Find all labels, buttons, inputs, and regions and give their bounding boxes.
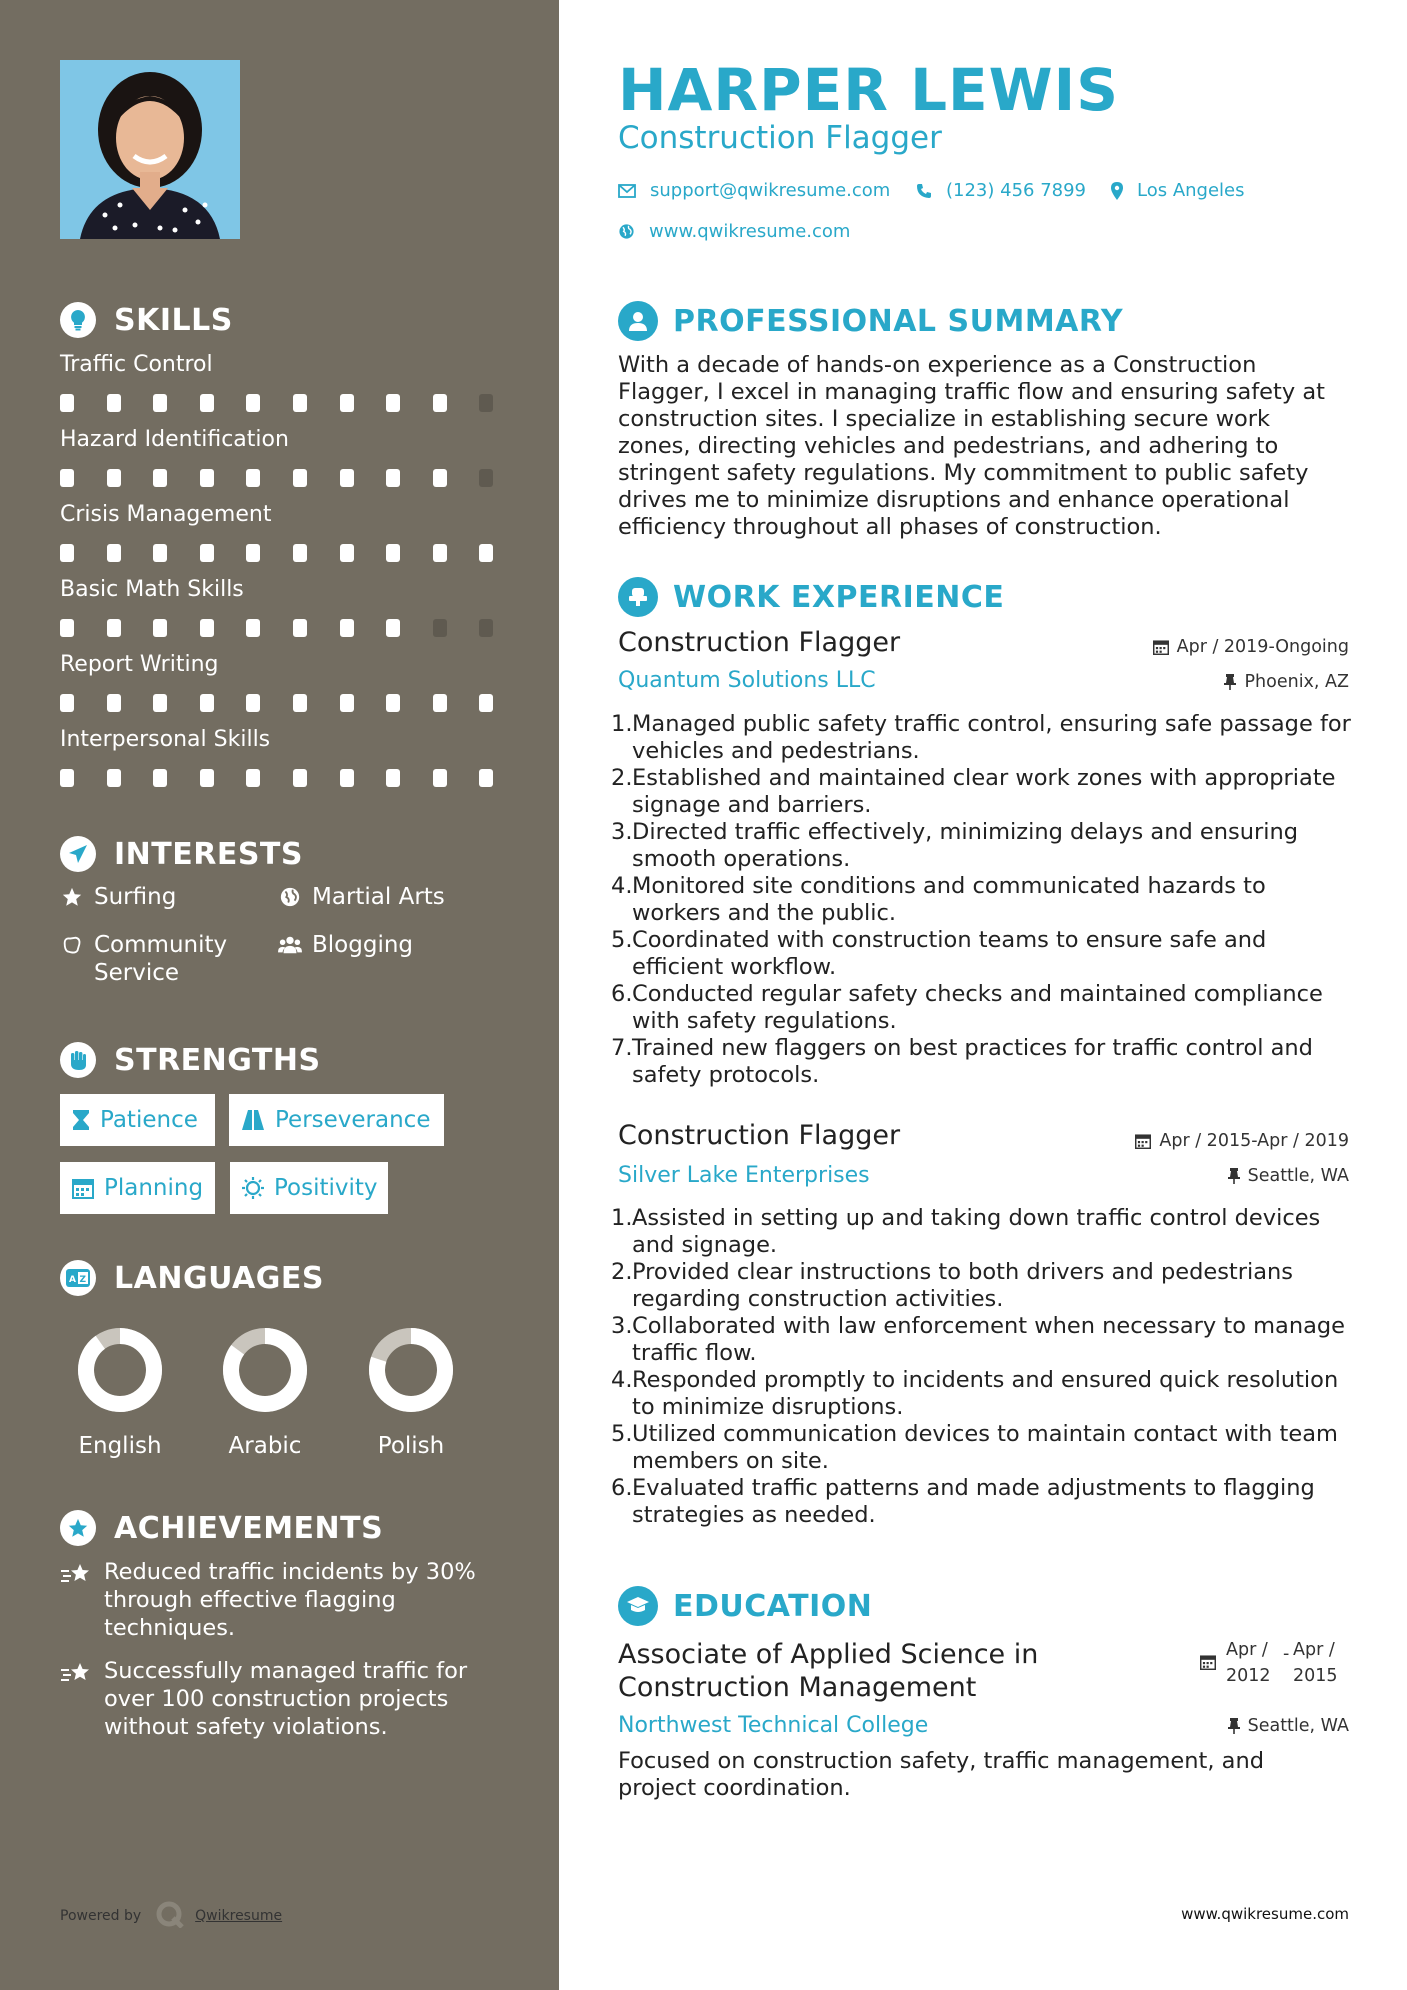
experience-heading: [618, 577, 1004, 617]
bullet-text: Monitored site conditions and communicated hazards to workers and the public.: [632, 873, 1266, 926]
skill-dot: [107, 469, 121, 487]
pushpin-icon: [1228, 1168, 1240, 1184]
sidebar: [0, 0, 559, 1990]
skill-dot: [479, 544, 493, 562]
language-polish: [351, 1325, 471, 1459]
skill-dot: [433, 544, 447, 562]
bullet-number: 4.: [611, 1367, 633, 1393]
bullet-number: 3.: [611, 819, 633, 845]
interest-item: Community Service: [60, 931, 260, 987]
profile-photo: [60, 60, 240, 239]
bullet-number: 1.: [611, 1205, 633, 1231]
bullet-item: [611, 1367, 1356, 1421]
interests-heading: [60, 834, 303, 874]
person-name: HARPER LEWIS: [618, 56, 1119, 124]
bullet-item: [611, 819, 1356, 873]
skill-dot: [200, 394, 214, 412]
bullet-text: Utilized communication devices to maintain contact with team members on site.: [632, 1421, 1338, 1474]
hourglass-icon: [72, 1109, 90, 1131]
contact-location: Los Angeles: [1111, 180, 1245, 201]
strength-tag: Perseverance: [229, 1094, 444, 1146]
skill-dot: [200, 619, 214, 637]
skill-dot: [153, 544, 167, 562]
experience-title: WORK EXPERIENCE: [673, 579, 1005, 615]
bullet-text: Managed public safety traffic control, ensuring safe passage for vehicles and pedestrians.: [632, 711, 1351, 764]
skill-row: [60, 577, 500, 607]
education-text: Focused on construction safety, traffic management, and project coordination.: [618, 1748, 1264, 1801]
skill-dot: [107, 694, 121, 712]
contact-phone[interactable]: (123) 456 7899: [916, 180, 1086, 201]
skill-dot: [340, 619, 354, 637]
skill-dot: [107, 544, 121, 562]
language-label: Polish: [377, 1433, 445, 1459]
bullet-item: [611, 981, 1356, 1035]
bullet-item: [611, 1421, 1356, 1475]
qwikresume-link[interactable]: Qwikresume: [195, 1908, 283, 1924]
skill-dot: [386, 394, 400, 412]
main-content: [559, 0, 1407, 1990]
skill-dot: [153, 694, 167, 712]
skill-dot: [479, 619, 493, 637]
job-bullets: [611, 711, 1356, 1089]
education-location: Seattle, WA: [1228, 1716, 1349, 1736]
briefcase-icon: [618, 577, 658, 617]
bullet-item: [611, 1035, 1356, 1089]
bullet-text: Established and maintained clear work zones with appropriate signage and barriers.: [632, 765, 1336, 818]
skill-name: Hazard Identification: [60, 427, 289, 452]
skill-dot: [340, 394, 354, 412]
language-english: [60, 1325, 180, 1459]
phone-icon: [916, 183, 932, 199]
bullet-number: 2.: [611, 1259, 633, 1285]
education-dates: Apr / 2012 - Apr / 2015: [1200, 1640, 1360, 1692]
education-title: EDUCATION: [673, 1588, 873, 1624]
bullet-text: Collaborated with law enforcement when necessary to manage traffic flow.: [632, 1313, 1345, 1366]
skill-dot: [386, 469, 400, 487]
pushpin-icon: [1228, 1718, 1240, 1734]
lightbulb-icon: [60, 302, 96, 338]
bullet-text: Directed traffic effectively, minimizing delays and ensuring smooth operations.: [632, 819, 1299, 872]
skill-dot: [293, 469, 307, 487]
bullet-number: 1.: [611, 711, 633, 737]
contact-email[interactable]: support@qwikresume.com: [618, 180, 890, 201]
bullet-item: [611, 711, 1356, 765]
achievements-heading: [60, 1508, 383, 1548]
language-ring: [366, 1325, 456, 1415]
trophy-star-icon: [60, 1510, 96, 1546]
bullet-number: 6.: [611, 1475, 633, 1501]
skill-dot: [433, 469, 447, 487]
job-dates: Apr / 2015-Apr / 2019: [1135, 1131, 1349, 1151]
skill-dot: [340, 694, 354, 712]
bullet-item: [611, 873, 1356, 927]
skill-name: Report Writing: [60, 652, 219, 677]
education-heading: [618, 1586, 872, 1626]
job-company: Quantum Solutions LLC: [618, 668, 876, 693]
bullet-number: 5.: [611, 927, 633, 953]
qwikresume-logo-icon: [155, 1900, 185, 1932]
paper-plane-icon: [60, 836, 96, 872]
skill-dot: [386, 694, 400, 712]
skill-dot: [340, 769, 354, 787]
skill-dot: [153, 469, 167, 487]
bullet-number: 4.: [611, 873, 633, 899]
skill-dot: [60, 394, 74, 412]
language-ring: [220, 1325, 310, 1415]
skill-dot: [246, 694, 260, 712]
strengths-heading: [60, 1040, 321, 1080]
bullet-text: Coordinated with construction teams to ensure safe and efficient workflow.: [632, 927, 1267, 980]
interest-item: Martial Arts: [278, 883, 445, 911]
bullet-item: [611, 1205, 1356, 1259]
job-title: Construction Flagger: [618, 1120, 901, 1151]
calendar-icon: [1153, 639, 1169, 655]
shooting-star-icon: [60, 1657, 92, 1741]
skills-heading: [60, 300, 233, 340]
skill-dot: [200, 694, 214, 712]
job-company: Silver Lake Enterprises: [618, 1163, 870, 1188]
skill-dot: [246, 769, 260, 787]
map-pin-icon: [1111, 182, 1123, 200]
languages-heading: [60, 1258, 324, 1298]
skill-dot: [246, 619, 260, 637]
skill-name: Basic Math Skills: [60, 577, 244, 602]
skill-dot: [200, 544, 214, 562]
svg-text:Z: Z: [79, 1275, 87, 1285]
job-location: Phoenix, AZ: [1224, 672, 1349, 692]
summary-title: PROFESSIONAL SUMMARY: [673, 303, 1124, 339]
sun-icon: [242, 1177, 264, 1199]
bullet-text: Evaluated traffic patterns and made adjustments to flagging strategies as needed.: [632, 1475, 1315, 1528]
bullet-text: Provided clear instructions to both drivers and pedestrians regarding construction activities.: [632, 1259, 1294, 1312]
footer-url[interactable]: www.qwikresume.com: [1181, 1905, 1349, 1923]
bullet-text: Trained new flaggers on best practices for traffic control and safety protocols.: [632, 1035, 1313, 1088]
skill-name: Interpersonal Skills: [60, 727, 271, 752]
user-icon: [618, 301, 658, 341]
svg-text:A: A: [69, 1275, 76, 1285]
bullet-text: Assisted in setting up and taking down traffic control devices and signage.: [632, 1205, 1321, 1258]
graduation-icon: [618, 1586, 658, 1626]
achievement-item: Reduced traffic incidents by 30% through effective flagging techniques.: [60, 1558, 500, 1642]
skill-row: [60, 352, 500, 382]
summary-heading: [618, 301, 1123, 341]
skill-row: [60, 427, 500, 457]
skill-dot: [153, 619, 167, 637]
bullet-number: 5.: [611, 1421, 633, 1447]
skill-dot: [246, 544, 260, 562]
skill-rating: [60, 469, 500, 489]
achievements-title: ACHIEVEMENTS: [114, 1510, 384, 1546]
skill-rating: [60, 394, 500, 414]
skill-rating: [60, 769, 500, 789]
skill-dot: [153, 769, 167, 787]
skill-dot: [60, 694, 74, 712]
globe-icon: [278, 883, 302, 908]
bullet-item: [611, 1313, 1356, 1367]
skill-name: Crisis Management: [60, 502, 272, 527]
skills-title: SKILLS: [114, 302, 233, 338]
star-icon: [60, 883, 84, 908]
job-bullets: [611, 1205, 1356, 1529]
bullet-item: [611, 927, 1356, 981]
hand-icon: [60, 931, 84, 956]
skill-dot: [107, 769, 121, 787]
strengths-title: STRENGTHS: [114, 1042, 321, 1078]
skill-dot: [433, 619, 447, 637]
language-label: Arabic: [228, 1433, 302, 1459]
bullet-item: [611, 1259, 1356, 1313]
strength-tag: Positivity: [230, 1162, 388, 1214]
bullet-text: Responded promptly to incidents and ensured quick resolution to minimize disruptions.: [632, 1367, 1339, 1420]
skill-dot: [479, 469, 493, 487]
skill-dot: [293, 544, 307, 562]
calendar-icon: [1135, 1133, 1151, 1149]
skill-dot: [293, 619, 307, 637]
skill-dot: [293, 394, 307, 412]
language-ring: [75, 1325, 165, 1415]
globe-icon: [618, 223, 635, 240]
fist-icon: [60, 1042, 96, 1078]
bullet-number: 6.: [611, 981, 633, 1007]
language-icon: [60, 1260, 96, 1296]
bullet-text: Conducted regular safety checks and maintained compliance with safety regulations.: [632, 981, 1323, 1034]
skill-dot: [433, 394, 447, 412]
job-title: Construction Flagger: [618, 627, 901, 658]
strength-tag: Planning: [60, 1162, 215, 1214]
skill-row: [60, 727, 500, 757]
calendar-icon: [72, 1177, 94, 1199]
pushpin-icon: [1224, 674, 1236, 690]
achievement-item: Successfully managed traffic for over 100 construction projects without safety violations.: [60, 1657, 500, 1741]
skill-dot: [107, 394, 121, 412]
skill-dot: [60, 619, 74, 637]
skill-dot: [386, 769, 400, 787]
person-role: Construction Flagger: [618, 120, 942, 156]
users-icon: [278, 931, 302, 956]
powered-by: Powered by Qwikresume: [60, 1900, 282, 1932]
skill-rating: [60, 619, 500, 639]
interest-item: Blogging: [278, 931, 413, 959]
skill-dot: [340, 469, 354, 487]
shooting-star-icon: [60, 1558, 92, 1642]
skill-dot: [200, 469, 214, 487]
school-name: Northwest Technical College: [618, 1713, 929, 1738]
skill-dot: [200, 769, 214, 787]
skill-dot: [433, 694, 447, 712]
bullet-number: 7.: [611, 1035, 633, 1061]
interests-title: INTERESTS: [114, 836, 303, 872]
skill-dot: [293, 694, 307, 712]
language-arabic: [205, 1325, 325, 1459]
skill-name: Traffic Control: [60, 352, 213, 377]
bullet-item: [611, 1475, 1356, 1529]
skill-dot: [246, 469, 260, 487]
contact-website[interactable]: www.qwikresume.com: [618, 221, 850, 242]
bullet-item: [611, 765, 1356, 819]
skill-dot: [479, 694, 493, 712]
skill-dot: [293, 769, 307, 787]
interest-item: Surfing: [60, 883, 176, 911]
envelope-icon: [618, 184, 636, 198]
skill-dot: [340, 544, 354, 562]
languages-title: LANGUAGES: [114, 1260, 324, 1296]
language-label: English: [78, 1433, 162, 1459]
skill-rating: [60, 544, 500, 564]
degree-title: Associate of Applied Science in Construction Management: [618, 1639, 1039, 1703]
skill-dot: [479, 769, 493, 787]
skill-dot: [153, 394, 167, 412]
skill-row: [60, 652, 500, 682]
skill-row: [60, 502, 500, 532]
job-location: Seattle, WA: [1228, 1166, 1349, 1186]
skill-dot: [60, 769, 74, 787]
skill-dot: [386, 544, 400, 562]
job-dates: Apr / 2019-Ongoing: [1153, 637, 1349, 657]
skill-dot: [107, 619, 121, 637]
skill-rating: [60, 694, 500, 714]
bullet-number: 3.: [611, 1313, 633, 1339]
summary-text: With a decade of hands-on experience as a Construction Flagger, I excel in managing traffic flow and ensuring safety at construction sites. I specialize in establishing secure work zones, directing vehicles and pedestrians, and adhering to stringent safety regulations. My commitment to public safety drives me to minimize disruptions and enhance operational efficiency throughout all phases of construction.: [618, 352, 1325, 540]
language-level-arc: [86, 1336, 154, 1404]
bullet-number: 2.: [611, 765, 633, 791]
skill-dot: [246, 394, 260, 412]
skill-dot: [60, 469, 74, 487]
calendar-icon: [1200, 1654, 1216, 1675]
strength-tag: Patience: [60, 1094, 215, 1146]
road-icon: [241, 1110, 265, 1130]
skill-dot: [433, 769, 447, 787]
skill-dot: [60, 544, 74, 562]
skill-dot: [386, 619, 400, 637]
skill-dot: [479, 394, 493, 412]
